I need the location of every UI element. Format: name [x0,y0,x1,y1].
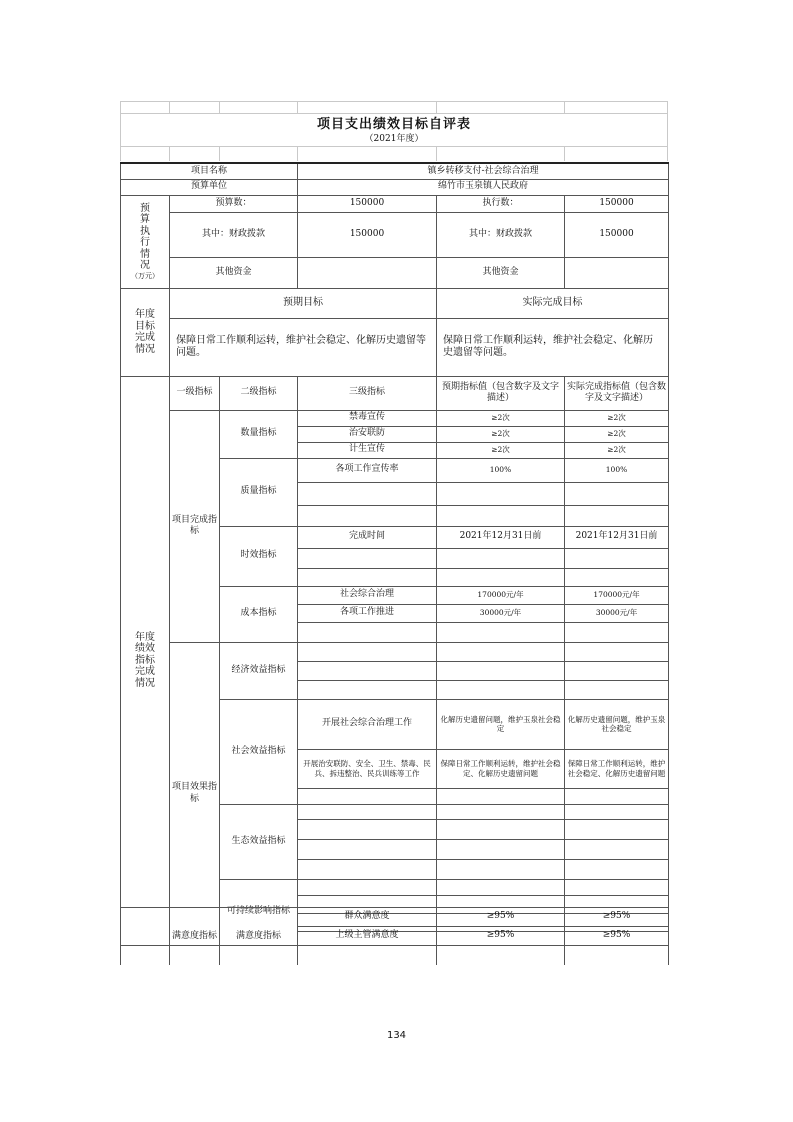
goal-content-row [121,318,669,376]
empty-cell [565,642,669,661]
empty-cell [565,879,669,895]
indicator-section-text: 年度绩效指标完成情况 [135,631,155,689]
satisfaction-expected: ≥95% [437,908,565,927]
project-name-label: 项目名称 [121,163,298,179]
empty-cell [565,548,669,568]
budget-unit-row [121,179,669,195]
fiscal-label-left: 其中：财政拨款 [170,212,298,257]
ecological-indicator-label: 生态效益指标 [220,804,298,879]
quantity-expected: ≥2次 [437,442,565,458]
fiscal-value-left: 150000 [298,212,437,257]
effect-indicator-label: 项目效果指标 [170,642,220,945]
budget-unit-value: 绵竹市玉泉镇人民政府 [298,179,669,195]
budget-count-value: 150000 [298,195,437,212]
empty-cell [437,804,565,819]
other-label-right: 其他资金 [437,257,565,288]
other-label-left: 其他资金 [170,257,298,288]
empty-cell [437,946,565,965]
table-row [121,642,669,661]
empty-cell [565,680,669,699]
empty-cell [565,505,669,526]
empty-cell [298,661,437,680]
quantity-name: 计生宣传 [298,442,437,458]
indicator-section-continued [121,908,170,965]
table-row [121,908,669,927]
cost-actual: 170000元/年 [565,586,669,604]
goal-header-row [121,288,669,318]
indicator-header-row [121,376,669,410]
empty-cell [298,859,437,879]
quantity-actual: ≥2次 [565,442,669,458]
timeliness-actual: 2021年12月31日前 [565,526,669,548]
empty-cell [298,622,437,642]
empty-cell [298,680,437,699]
fiscal-row [121,212,669,257]
cost-expected: 170000元/年 [437,586,565,604]
fiscal-label-right: 其中：财政拨款 [437,212,565,257]
other-funds-row [121,257,669,288]
social-actual: 保障日常工作顺利运转，维护社会稳定、化解历史遗留问题 [565,749,669,788]
actual-goal-header: 实际完成目标 [437,288,669,318]
empty-cell [298,879,437,895]
exec-count-label: 执行数： [437,195,565,212]
empty-cell [437,482,565,505]
quantity-name: 治安联防 [298,426,437,442]
quantity-expected: ≥2次 [437,426,565,442]
quality-indicator-label: 质量指标 [220,458,298,526]
evaluation-table [120,162,669,946]
social-indicator-label: 社会效益指标 [220,699,298,804]
col-level1-header: 一级指标 [170,376,220,410]
empty-cell [565,859,669,879]
other-value-left [298,257,437,288]
empty-cell [298,788,437,804]
social-expected: 化解历史遗留问题，维护玉泉社会稳定 [437,699,565,749]
empty-cell [565,788,669,804]
empty-cell [437,788,565,804]
budget-section-text: 预算执行情况 [140,202,150,272]
satisfaction-name: 上级主管满意度 [298,927,437,946]
satisfaction-actual: ≥95% [565,908,669,927]
quantity-actual: ≥2次 [565,410,669,426]
quantity-expected: ≥2次 [437,410,565,426]
col-level2-header: 二级指标 [220,376,298,410]
sustain-indicator-label: 可持续影响指标 [220,879,298,945]
timeliness-indicator-label: 时效指标 [220,526,298,586]
satisfaction-expected: ≥95% [437,927,565,946]
quality-expected: 100% [437,458,565,482]
col-level3-header: 三级指标 [298,376,437,410]
empty-cell [437,819,565,839]
document-title: 项目支出绩效目标自评表 [316,117,471,132]
empty-cell [437,505,565,526]
social-name: 开展治安联防、安全、卫生、禁毒、民兵、拆违整治、民兵训练等工作 [298,749,437,788]
fiscal-value-right: 150000 [565,212,669,257]
empty-cell [437,548,565,568]
table-row [121,410,669,426]
empty-cell [565,839,669,859]
empty-cell [298,505,437,526]
social-expected: 保障日常工作顺利运转，维护社会稳定、化解历史遗留问题 [437,749,565,788]
budget-unit-note: （万元） [131,271,159,280]
satisfaction-l2-label: 满意度指标 [220,908,298,965]
col-actual-header: 实际完成指标值（包含数字及文字描述） [565,376,669,410]
timeliness-expected: 2021年12月31日前 [437,526,565,548]
social-actual: 化解历史遗留问题，维护玉泉社会稳定 [565,699,669,749]
budget-unit-label: 预算单位 [121,179,298,195]
col-expected-header: 预期指标值（包含数字及文字描述） [437,376,565,410]
cost-expected: 30000元/年 [437,604,565,622]
empty-cell [565,482,669,505]
satisfaction-actual: ≥95% [565,927,669,946]
social-name: 开展社会综合治理工作 [298,699,437,749]
empty-cell [437,568,565,586]
cost-name: 社会综合治理 [298,586,437,604]
empty-cell [565,568,669,586]
other-value-right [565,257,669,288]
empty-cell [437,879,565,895]
exec-count-value: 150000 [565,195,669,212]
empty-cell [437,661,565,680]
empty-cell [298,482,437,505]
cost-actual: 30000元/年 [565,604,669,622]
quantity-indicator-label: 数量指标 [220,410,298,458]
empty-cell [298,548,437,568]
empty-cell [298,642,437,661]
satisfaction-table [120,907,669,965]
indicator-section-label [121,376,170,945]
empty-cell [437,642,565,661]
budget-section-label [121,195,170,288]
quantity-name: 禁毒宣传 [298,410,437,426]
quality-actual: 100% [565,458,669,482]
empty-cell [298,804,437,819]
cost-name: 各项工作推进 [298,604,437,622]
quantity-actual: ≥2次 [565,426,669,442]
timeliness-name: 完成时间 [298,526,437,548]
expected-goal-header: 预期目标 [170,288,437,318]
output-indicator-label: 项目完成指标 [170,410,220,642]
budget-count-label: 预算数： [170,195,298,212]
empty-cell [298,839,437,859]
economic-indicator-label: 经济效益指标 [220,642,298,699]
empty-cell [565,661,669,680]
empty-cell [298,946,437,965]
empty-cell [565,946,669,965]
empty-cell [437,680,565,699]
empty-cell [437,839,565,859]
empty-cell [565,622,669,642]
project-name-row [121,163,669,179]
goal-section-text: 年度目标完成情况 [135,309,155,355]
empty-cell [565,804,669,819]
document-subtitle: （2021年度） [364,134,424,144]
empty-cell [437,859,565,879]
quality-name: 各项工作宣传率 [298,458,437,482]
empty-cell [298,568,437,586]
budget-count-row [121,195,669,212]
goal-section-label [121,288,170,376]
page-number: 134 [386,1030,407,1041]
actual-goal-text: 保障日常工作顺利运转，维护社会稳定、化解历史遗留等问题。 [437,318,669,376]
project-name-value: 镇乡转移支付-社会综合治理 [298,163,669,179]
cost-indicator-label: 成本指标 [220,586,298,642]
empty-cell [298,819,437,839]
satisfaction-l1-label: 满意度指标 [170,908,220,965]
expected-goal-text: 保障日常工作顺利运转，维护社会稳定、化解历史遗留等问题。 [170,318,437,376]
satisfaction-name: 群众满意度 [298,908,437,927]
empty-cell [565,819,669,839]
empty-cell [437,622,565,642]
